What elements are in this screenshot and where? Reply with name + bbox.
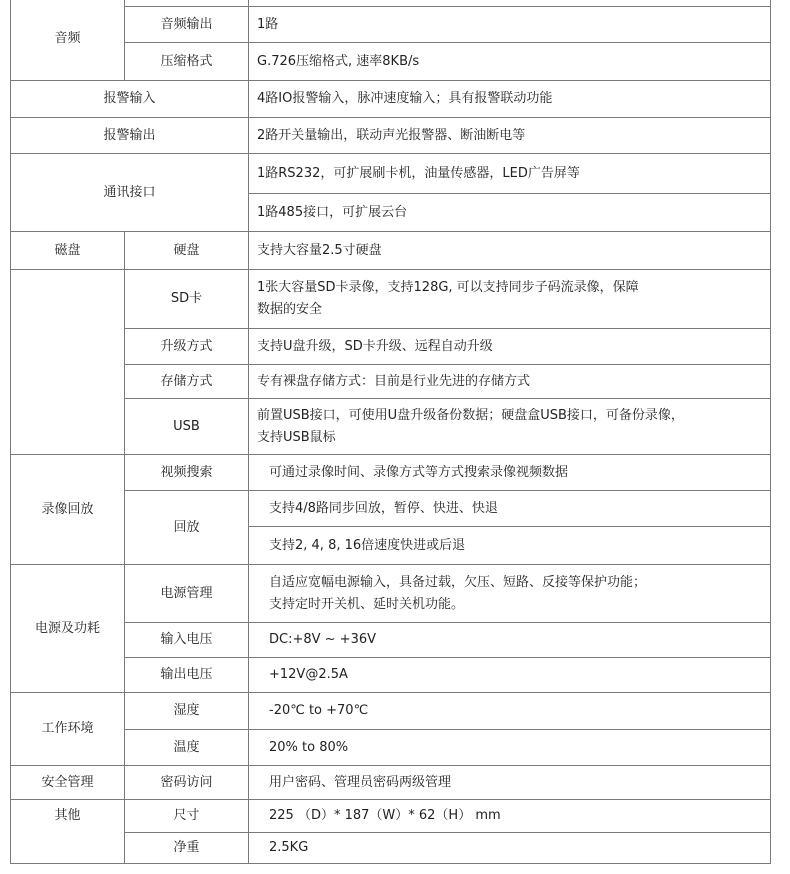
sd-card-value-line1: 1张大容量SD卡录像，支持128G, 可以支持同步子码流录像，保障 [257, 280, 639, 295]
category-playback: 录像回放 [11, 455, 125, 565]
hdd-value: 支持大容量2.5寸硬盘 [249, 232, 771, 270]
humidity-value: 20% to 80% [249, 730, 771, 766]
table-row [11, 81, 771, 118]
sd-card-label: SD卡 [125, 270, 249, 329]
category-security: 安全管理 [11, 766, 125, 800]
size-value: 225 （D）* 187（W）* 62（H） mm [249, 800, 771, 833]
category-audio: 音频 [11, 0, 125, 81]
audio-output-label: 音频输出 [125, 7, 249, 43]
alarm-output-value: 2路开关量输出，联动声光报警器、断油断电等 [249, 118, 771, 154]
category-storage [11, 270, 125, 455]
alarm-output-label: 报警输出 [11, 118, 249, 154]
table-row [11, 658, 771, 693]
compression-value: G.726压缩格式, 速率8KB/s [249, 43, 771, 81]
table-row [11, 270, 771, 329]
table-row [11, 730, 771, 766]
table-row [11, 399, 771, 455]
temperature-value: -20℃ to +70℃ [249, 693, 771, 730]
table-row [11, 365, 771, 399]
output-voltage-label: 输出电压 [125, 658, 249, 693]
compression-label: 压缩格式 [125, 43, 249, 81]
table-row [11, 766, 771, 800]
sd-card-value [249, 270, 771, 329]
output-voltage-value: +12V@2.5A [249, 658, 771, 693]
table-row [11, 118, 771, 154]
comm-interface-label: 通讯接口 [11, 154, 249, 232]
category-power: 电源及功耗 [11, 565, 125, 693]
password-access-label: 密码访问 [125, 766, 249, 800]
alarm-input-value: 4路IO报警输入，脉冲速度输入；具有报警联动功能 [249, 81, 771, 118]
upgrade-value: 支持U盘升级，SD卡升级、远程自动升级 [249, 329, 771, 365]
category-other: 其他 [11, 800, 125, 864]
table-row [11, 833, 771, 864]
power-mgmt-value-line2: 支持定时开关机、延时关机功能。 [269, 596, 465, 612]
rs232-value: 1路RS232，可扩展刷卡机，油量传感器，LED广告屏等 [249, 154, 771, 194]
sd-card-value-line2: 数据的安全 [257, 302, 323, 317]
video-search-value: 可通过录像时间、录像方式等方式搜索录像视频数据 [249, 455, 771, 491]
category-disk: 磁盘 [11, 232, 125, 270]
usb-value-line1: 前置USB接口，可使用U盘升级备份数据；硬盘盒USB接口，可备份录像， [257, 407, 684, 423]
spec-table [10, 0, 771, 864]
table-row [11, 329, 771, 365]
table-row [11, 232, 771, 270]
rs485-value: 1路485接口，可扩展云台 [249, 194, 771, 232]
power-mgmt-value-line1: 自适应宽幅电源输入，具备过载，欠压、短路、反接等保护功能； [269, 574, 647, 590]
alarm-input-label: 报警输入 [11, 81, 249, 118]
input-voltage-label: 输入电压 [125, 623, 249, 658]
storage-mode-label: 存储方式 [125, 365, 249, 399]
table-row [11, 623, 771, 658]
upgrade-label: 升级方式 [125, 329, 249, 365]
password-access-value: 用户密码、管理员密码两级管理 [249, 766, 771, 800]
playback-value-1: 支持4/8路同步回放，暂停、快进、快退 [249, 491, 771, 527]
usb-label: USB [125, 399, 249, 455]
power-mgmt-label: 电源管理 [125, 565, 249, 623]
temperature-label: 湿度 [125, 693, 249, 730]
table-row [11, 693, 771, 730]
weight-value: 2.5KG [249, 833, 771, 864]
weight-label: 净重 [125, 833, 249, 864]
size-label: 尺寸 [125, 800, 249, 833]
table-row [11, 43, 771, 81]
table-row [11, 565, 771, 623]
playback-value-2: 支持2, 4, 8, 16倍速度快进或后退 [249, 527, 771, 565]
humidity-label: 温度 [125, 730, 249, 766]
category-environment: 工作环境 [11, 693, 125, 766]
table-row [11, 800, 771, 833]
power-mgmt-value [249, 565, 771, 623]
storage-mode-value: 专有裸盘存储方式：目前是行业先进的存储方式 [249, 365, 771, 399]
video-search-label: 视频搜索 [125, 455, 249, 491]
audio-output-value: 1路 [249, 7, 771, 43]
table-row [11, 7, 771, 43]
hdd-label: 硬盘 [125, 232, 249, 270]
input-voltage-value: DC:+8V ~ +36V [249, 623, 771, 658]
usb-value [249, 399, 771, 455]
usb-value-line2: 支持USB鼠标 [257, 429, 336, 445]
playback-label: 回放 [125, 491, 249, 565]
table-row [11, 491, 771, 527]
table-row [11, 154, 771, 194]
table-row [11, 455, 771, 491]
